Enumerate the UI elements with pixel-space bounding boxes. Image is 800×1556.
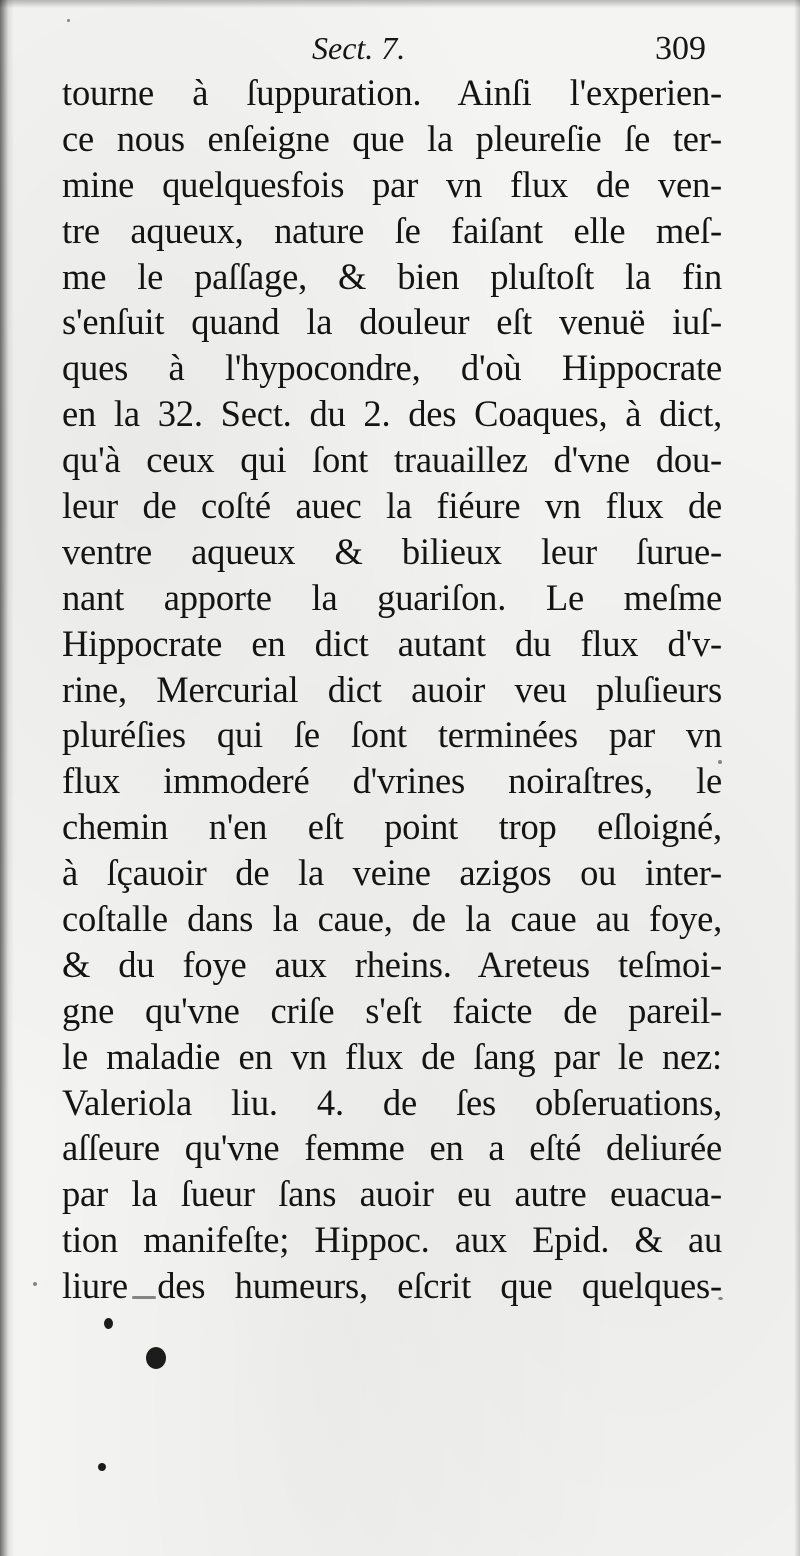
text-line: liure des humeurs, eſcrit que quelques-: [62, 1265, 722, 1307]
text-line: flux immoderé d'vrines noiraſtres, le: [62, 760, 722, 802]
text-line: Valeriola liu. 4. de ſes obſeruations,: [62, 1081, 722, 1123]
text-line: tre aqueux, nature ſe faiſant elle meſ-: [62, 209, 722, 251]
page-number: 309: [655, 30, 706, 67]
text-line: me le paſſage, & bien pluſtoſt la fin: [62, 255, 722, 297]
text-line: chemin n'en eſt point trop eſloigné,: [62, 806, 722, 848]
text-line: & du foye aux rheins. Areteus teſmoi-: [62, 943, 722, 985]
paper-speck: [718, 760, 722, 764]
text-line: rine, Mercurial dict auoir veu pluſieurs: [62, 668, 722, 710]
ink-spot: [98, 1463, 106, 1471]
text-line: coſtalle dans la caue, de la caue au foye,: [62, 898, 722, 940]
text-line: nant apporte la guariſon. Le meſme: [62, 576, 722, 618]
text-line: le maladie en vn flux de ſang par le nez:: [62, 1035, 722, 1077]
text-line: gne qu'vne criſe s'eſt faicte de pareil-: [62, 989, 722, 1031]
page-edge-shadow: [794, 0, 800, 1556]
text-line: à ſçauoir de la veine azigos ou inter-: [62, 852, 722, 894]
ink-spot: [146, 1347, 166, 1369]
text-line: pluréſies qui ſe ſont terminées par vn: [62, 714, 722, 756]
text-line: en la 32. Sect. du 2. des Coaques, à dict,: [62, 393, 722, 435]
paper-speck: [67, 19, 70, 22]
body-text: [62, 70, 722, 1309]
text-line: tion manifeſte; Hippoc. aux Epid. & au: [62, 1219, 722, 1261]
paper-speck: [718, 1297, 723, 1300]
page-gutter-shadow: [0, 0, 14, 1556]
text-line: ques à l'hypocondre, d'où Hippocrate: [62, 347, 722, 389]
text-line: leur de coſté auec la fiéure vn flux de: [62, 485, 722, 527]
text-line: aſſeure qu'vne femme en a eſté deliurée: [62, 1127, 722, 1169]
ink-spot: [104, 1318, 113, 1329]
text-line: tourne à ſuppuration. Ainſi l'experien-: [62, 72, 722, 113]
text-line: mine quelquesfois par vn flux de ven-: [62, 163, 722, 205]
text-line: par la ſueur ſans auoir eu autre euacua-: [62, 1173, 722, 1215]
paper-speck: [132, 1296, 156, 1299]
text-line: qu'à ceux qui ſont trauaillez d'vne dou-: [62, 439, 722, 481]
text-line: ventre aqueux & bilieux leur ſurue-: [62, 530, 722, 572]
page-top-shadow: [0, 0, 800, 8]
text-line: Hippocrate en dict autant du flux d'v-: [62, 622, 722, 664]
text-line: s'enſuit quand la douleur eſt venuë iuſ-: [62, 301, 722, 343]
section-label: Sect. 7.: [312, 30, 406, 66]
running-head: [62, 24, 712, 74]
text-line: ce nous enſeigne que la pleureſie ſe ter-: [62, 117, 722, 159]
paper-speck: [33, 1282, 37, 1286]
